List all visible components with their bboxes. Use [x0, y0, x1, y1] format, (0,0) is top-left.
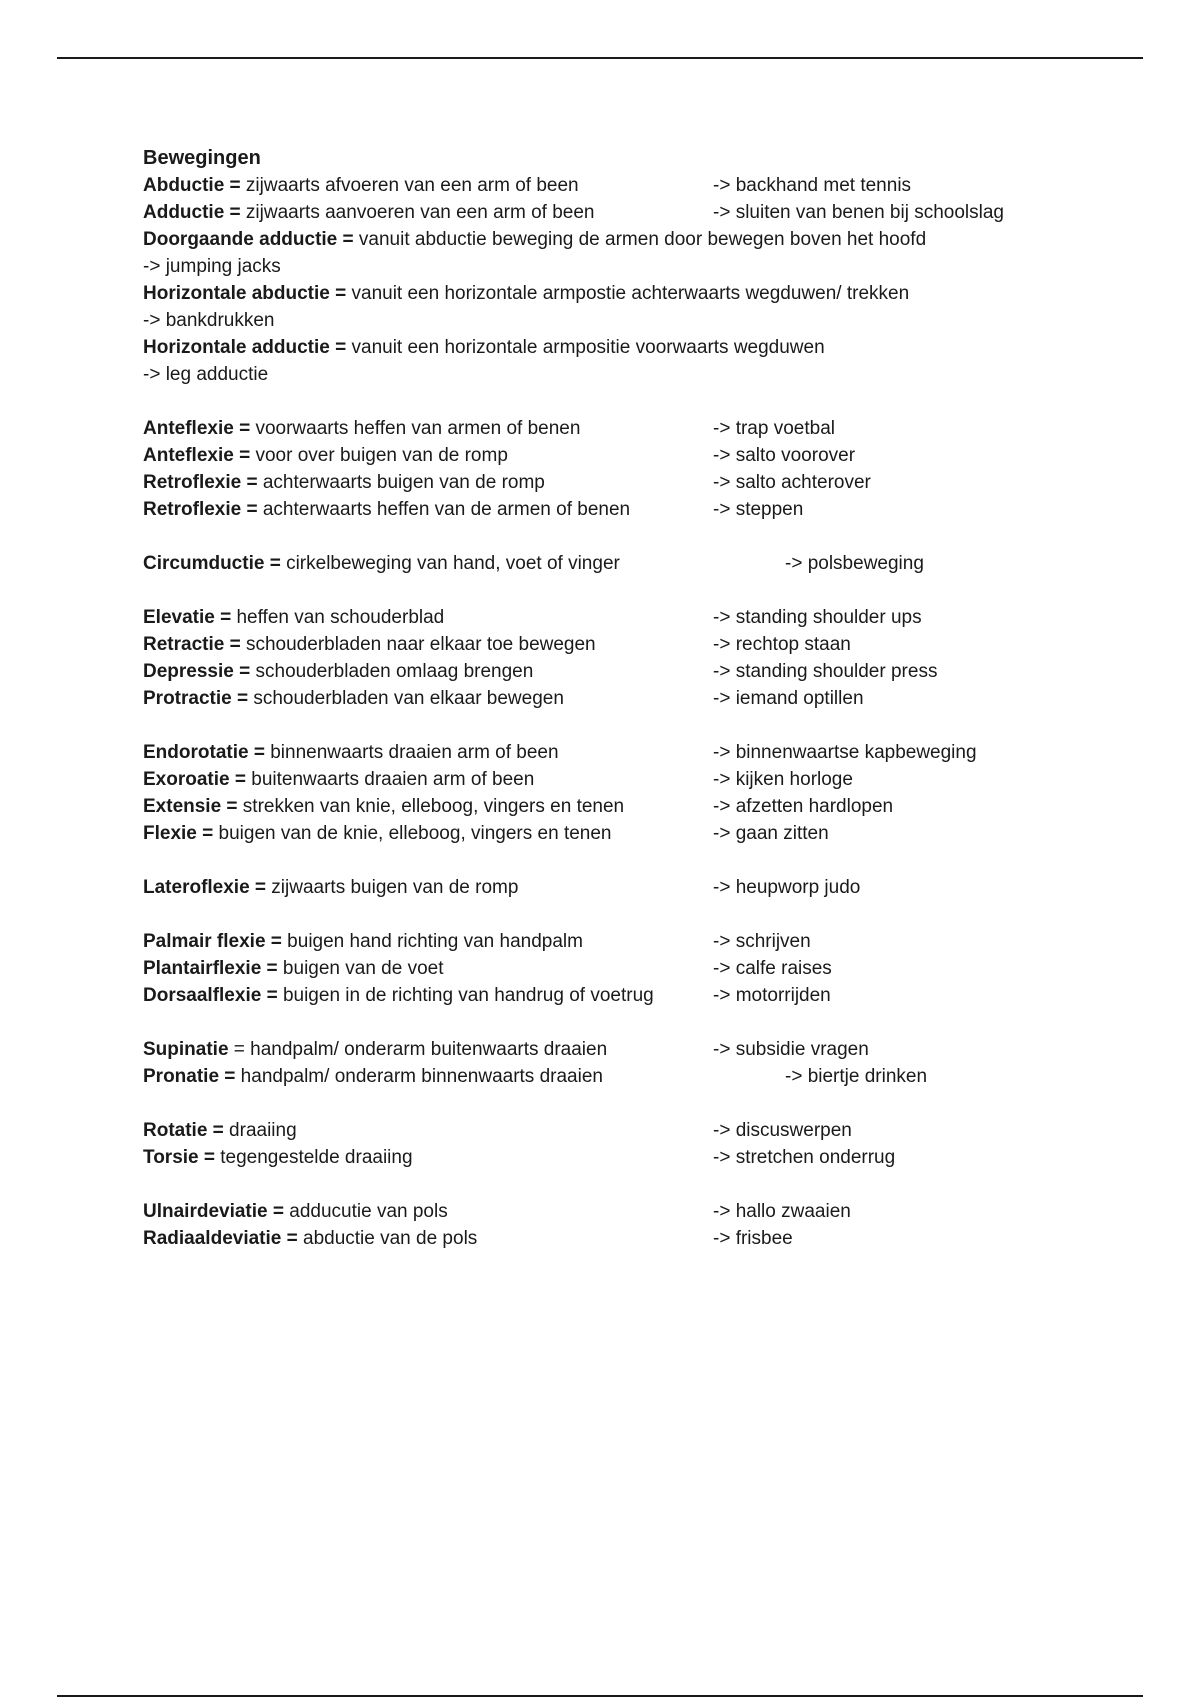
term: Abductie = [143, 175, 241, 196]
example: -> standing shoulder press [713, 661, 938, 682]
term: Horizontale abductie = [143, 283, 347, 304]
spacer [143, 1009, 1103, 1036]
term: Dorsaalflexie = [143, 985, 278, 1006]
footer-rule [57, 1695, 1143, 1697]
definition-line [143, 1144, 1103, 1171]
term: Anteflexie = [143, 418, 251, 439]
term: Horizontale adductie = [143, 337, 347, 358]
definition-line [143, 928, 1103, 955]
definition-line [143, 415, 1103, 442]
definition: schouderbladen naar elkaar toe bewegen [240, 634, 596, 655]
definition: abductie van de pols [297, 1228, 478, 1249]
definition-line [143, 766, 1103, 793]
definition-line [143, 469, 1103, 496]
term: Retroflexie = [143, 472, 258, 493]
spacer [143, 847, 1103, 874]
definition: schouderbladen van elkaar bewegen [248, 688, 564, 709]
definition: voor over buigen van de romp [250, 445, 508, 466]
example-line: -> bankdrukken [143, 310, 275, 331]
term: Flexie = [143, 823, 214, 844]
example: -> discuswerpen [713, 1120, 852, 1141]
section-heading: Bewegingen [143, 147, 261, 169]
term: Doorgaande adductie = [143, 229, 354, 250]
spacer [143, 1090, 1103, 1117]
term: Pronatie = [143, 1066, 236, 1087]
definition-line [143, 1198, 1103, 1225]
example: -> subsidie vragen [713, 1039, 869, 1060]
definition-line [143, 739, 1103, 766]
definition: zijwaarts buigen van de romp [266, 877, 519, 898]
definition-line [143, 1063, 1103, 1090]
definition-line [143, 982, 1103, 1009]
example: -> frisbee [713, 1228, 793, 1249]
example: -> gaan zitten [713, 823, 829, 844]
term: Anteflexie = [143, 445, 251, 466]
definition-line [143, 226, 1103, 253]
definition-line [143, 820, 1103, 847]
definition: buitenwaarts draaien arm of been [245, 769, 535, 790]
spacer [143, 577, 1103, 604]
definition: zijwaarts afvoeren van een arm of been [240, 175, 579, 196]
spacer [143, 523, 1103, 550]
example: -> hallo zwaaien [713, 1201, 851, 1222]
example: -> motorrijden [713, 985, 831, 1006]
definition: handpalm/ onderarm binnenwaarts draaien [235, 1066, 603, 1087]
definition: achterwaarts heffen van de armen of benen [257, 499, 631, 520]
definition: buigen van de knie, elleboog, vingers en tenen [213, 823, 612, 844]
example: -> afzetten hardlopen [713, 796, 894, 817]
definition-line [143, 496, 1103, 523]
example: -> iemand optillen [713, 688, 864, 709]
term: Plantairflexie = [143, 958, 278, 979]
example-line: -> jumping jacks [143, 256, 281, 277]
definition: schouderbladen omlaag brengen [250, 661, 534, 682]
term: Supinatie [143, 1039, 229, 1060]
example: -> stretchen onderrug [713, 1147, 896, 1168]
definition-line [143, 685, 1103, 712]
example: -> kijken horloge [713, 769, 853, 790]
term: Depressie = [143, 661, 251, 682]
definition-line [143, 442, 1103, 469]
term: Protractie = [143, 688, 249, 709]
definition-line [143, 334, 1103, 361]
definition: draaiing [223, 1120, 297, 1141]
term: Elevatie = [143, 607, 232, 628]
spacer [143, 712, 1103, 739]
definition: buigen hand richting van handpalm [281, 931, 583, 952]
definition-line [143, 172, 1103, 199]
definition: buigen in de richting van handrug of voetrug [277, 985, 654, 1006]
definition: buigen van de voet [277, 958, 444, 979]
example: -> trap voetbal [713, 418, 835, 439]
definition: binnenwaarts draaien arm of been [264, 742, 559, 763]
definition: achterwaarts buigen van de romp [257, 472, 545, 493]
example: -> polsbeweging [785, 553, 924, 574]
definition: adducutie van pols [283, 1201, 448, 1222]
definition-line [143, 955, 1103, 982]
definition-line [143, 631, 1103, 658]
definition-line [143, 793, 1103, 820]
term: Circumductie = [143, 553, 281, 574]
spacer [143, 1171, 1103, 1198]
term: Endorotatie = [143, 742, 265, 763]
definition: vanuit een horizontale armpositie voorwaarts wegduwen [346, 337, 825, 358]
term: Retroflexie = [143, 499, 258, 520]
example: -> rechtop staan [713, 634, 851, 655]
definition-line [143, 550, 1103, 577]
example: -> biertje drinken [785, 1066, 928, 1087]
definition: tegengestelde draaiing [214, 1147, 413, 1168]
definition-line [143, 1225, 1103, 1252]
example: -> heupworp judo [713, 877, 861, 898]
document-body [143, 145, 1103, 1252]
spacer [143, 388, 1103, 415]
example: -> schrijven [713, 931, 811, 952]
example: -> sluiten van benen bij schoolslag [713, 202, 1004, 223]
term: Rotatie = [143, 1120, 224, 1141]
definition: = handpalm/ onderarm buitenwaarts draaien [228, 1039, 608, 1060]
definition-line [143, 1036, 1103, 1063]
example: -> backhand met tennis [713, 175, 912, 196]
spacer [143, 901, 1103, 928]
example: -> binnenwaartse kapbeweging [713, 742, 977, 763]
definition: zijwaarts aanvoeren van een arm of been [240, 202, 595, 223]
term: Palmair flexie = [143, 931, 282, 952]
header-rule [57, 57, 1143, 59]
term: Exoroatie = [143, 769, 246, 790]
definition-line [143, 199, 1103, 226]
definition: cirkelbeweging van hand, voet of vinger [280, 553, 620, 574]
term: Retractie = [143, 634, 241, 655]
example: -> salto voorover [713, 445, 856, 466]
example-line: -> leg adductie [143, 364, 269, 385]
term: Ulnairdeviatie = [143, 1201, 284, 1222]
example: -> salto achterover [713, 472, 871, 493]
definition-line [143, 658, 1103, 685]
term: Adductie = [143, 202, 241, 223]
definition: heffen van schouderblad [231, 607, 445, 628]
definition: voorwaarts heffen van armen of benen [250, 418, 581, 439]
definition-line [143, 1117, 1103, 1144]
term: Extensie = [143, 796, 238, 817]
term: Lateroflexie = [143, 877, 267, 898]
definition: vanuit een horizontale armpostie achterwaarts wegduwen/ trekken [346, 283, 910, 304]
example: -> standing shoulder ups [713, 607, 922, 628]
definition-line [143, 604, 1103, 631]
definition-line [143, 280, 1103, 307]
example: -> calfe raises [713, 958, 832, 979]
definition: strekken van knie, elleboog, vingers en tenen [237, 796, 625, 817]
term: Radiaaldeviatie = [143, 1228, 298, 1249]
example: -> steppen [713, 499, 804, 520]
definition: vanuit abductie beweging de armen door bewegen boven het hoofd [353, 229, 927, 250]
definition-line [143, 874, 1103, 901]
term: Torsie = [143, 1147, 215, 1168]
